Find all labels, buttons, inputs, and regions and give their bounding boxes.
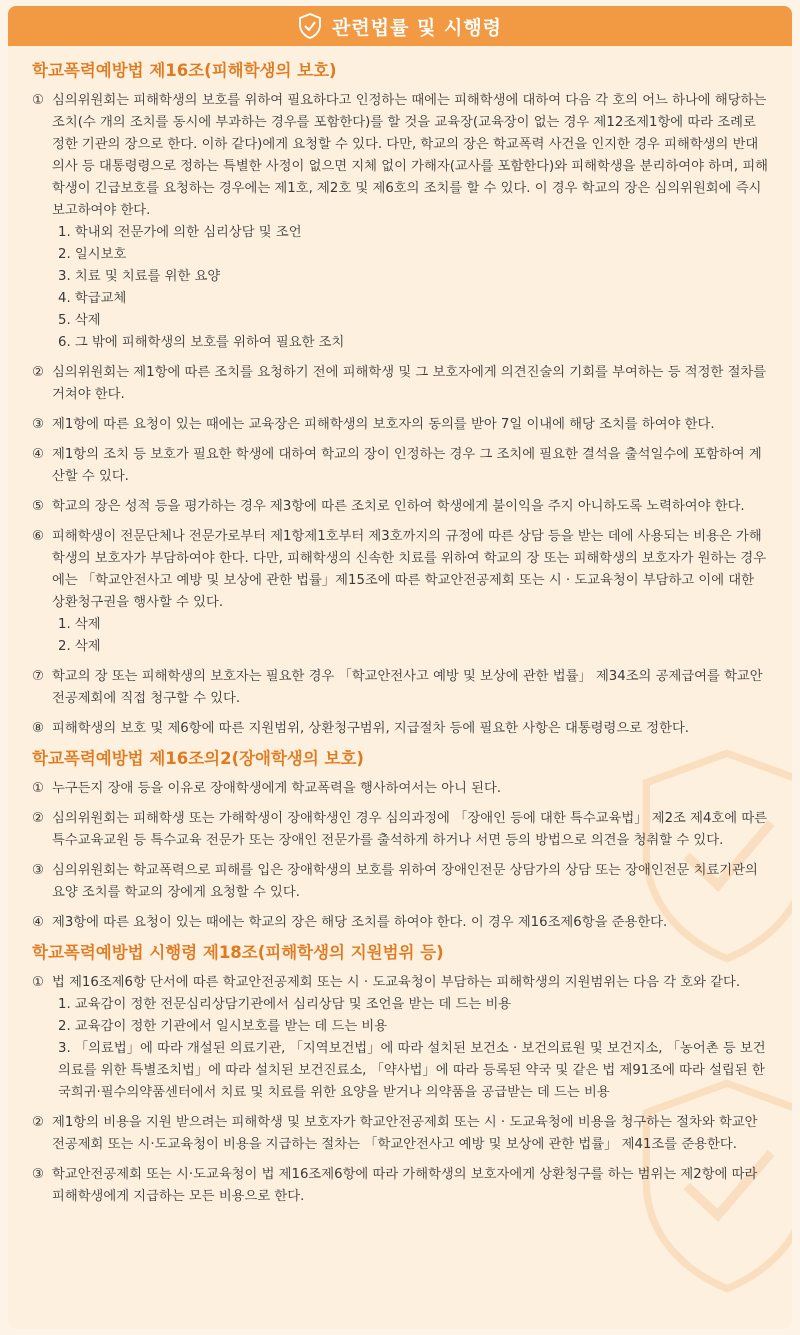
clause-body bbox=[52, 444, 770, 488]
sub-item-list bbox=[52, 222, 770, 354]
clause-item bbox=[32, 496, 770, 518]
clause-item bbox=[32, 1164, 770, 1208]
clause-number: ④ bbox=[32, 915, 44, 930]
clause-body bbox=[52, 778, 770, 800]
clause-number: ① bbox=[32, 781, 44, 796]
clause-number: ⑥ bbox=[32, 529, 44, 544]
clause-body bbox=[52, 1164, 770, 1208]
clause-body bbox=[52, 808, 770, 852]
clause-number: ② bbox=[32, 365, 44, 380]
clause-body bbox=[52, 90, 770, 354]
section-title: 학교폭력예방법 시행령 제18조(피해학생의 지원범위 등) bbox=[32, 943, 444, 962]
clause-item bbox=[32, 860, 770, 904]
sub-item-list bbox=[52, 994, 770, 1104]
clause-item bbox=[32, 526, 770, 658]
clause-body bbox=[52, 972, 770, 1104]
clause-text: 제1항의 비용을 지원 받으려는 피해학생 및 보호자가 학교안전공제회 또는 시 · 도교육청에 비용을 청구하는 절차와 학교안전공제회 또는 시·도교육청이 비용을 지급하는 절차는 「학교안전사고 예방 및 보상에 관한 법률」 제41조를 준용한다. bbox=[52, 1115, 758, 1152]
clause-item bbox=[32, 90, 770, 354]
clause-text: 학교안전공제회 또는 시·도교육청이 법 제16조제6항에 따라 가해학생의 보호자에게 상환청구를 하는 범위는 제2항에 따라 피해학생에게 지급하는 모든 비용으로 한다. bbox=[52, 1167, 758, 1204]
clause-body bbox=[52, 718, 770, 740]
clause-item bbox=[32, 362, 770, 406]
sub-item: 3. 「의료법」에 따라 개설된 의료기관, 「지역보건법」에 따라 설치된 보건소 · 보건의료원 및 보건지소, 「농어촌 등 보건의료를 위한 특별조치법」에 따라 설치된 보건진료소, 「약사법」에 따라 등록된 약국 및 같은 법 제91조에 따라 설립된 한국희귀·필수의약품센터에서 치료 및 치료를 위한 요양을 받거나 의약품을 공급받는 데 드는 비용 bbox=[58, 1041, 766, 1100]
sub-item: 2. 삭제 bbox=[58, 639, 101, 654]
sub-item: 4. 학급교체 bbox=[58, 291, 127, 306]
section-title: 학교폭력예방법 제16조의2(장애학생의 보호) bbox=[32, 749, 364, 768]
clause-text: 심의위원회는 피해학생 또는 가해학생이 장애학생인 경우 심의과정에 「장애인 등에 대한 특수교육법」 제2조 제4호에 따른 특수교육교원 등 특수교육 전문가 또는 장애인 전문가를 출석하게 하거나 서면 등의 방법으로 의견을 청취할 수 있다. bbox=[52, 811, 768, 848]
sub-item: 3. 치료 및 치료를 위한 요양 bbox=[58, 269, 221, 284]
sub-item: 5. 삭제 bbox=[58, 313, 101, 328]
clause-body bbox=[52, 414, 770, 436]
clause-item bbox=[32, 778, 770, 800]
clause-text: 누구든지 장애 등을 이유로 장애학생에게 학교폭력을 행사하여서는 아니 된다. bbox=[52, 781, 502, 796]
clause-number: ⑧ bbox=[32, 721, 44, 736]
clause-text: 심의위원회는 학교폭력으로 피해를 입은 장애학생의 보호를 위하여 장애인전문 상담가의 상담 또는 장애인전문 치료기관의 요양 조치를 학교의 장에게 요청할 수 있다. bbox=[52, 863, 758, 900]
clause-number: ⑦ bbox=[32, 669, 44, 684]
clause-number: ③ bbox=[32, 417, 44, 432]
clause-item bbox=[32, 444, 770, 488]
clause-item bbox=[32, 718, 770, 740]
clause-text: 심의위원회는 피해학생의 보호를 위하여 필요하다고 인정하는 때에는 피해학생에 대하여 다음 각 호의 어느 하나에 해당하는 조치(수 개의 조치를 동시에 부과하는 경우를 포함한다)를 할 것을 교육장(교육장이 없는 경우 제12조제1항에 따라 조례로 정한 기관의 장으로 한다. 이하 같다)에게 요청할 수 있다. 다만, 학교의 장은 학교폭력 사건을 인지한 경우 피해학생의 반대의사 등 대통령령으로 정하는 특별한 사정이 없으면 지체 없이 가해자(교사를 포함한다)와 피해학생을 분리하여야 하며, 피해학생이 긴급보호를 요청하는 경우에는 제1호, 제2호 및 제6호의 조치를 할 수 있다. 이 경우 학교의 장은 심의위원회에 즉시 보고하여야 한다. bbox=[52, 93, 769, 218]
clause-text: 학교의 장 또는 피해학생의 보호자는 필요한 경우 「학교안전사고 예방 및 보상에 관한 법률」 제34조의 공제급여를 학교안전공제회에 직접 청구할 수 있다. bbox=[52, 669, 763, 706]
clause-item bbox=[32, 414, 770, 436]
clause-number: ⑤ bbox=[32, 499, 44, 514]
clause-text: 제1항의 조치 등 보호가 필요한 학생에 대하여 학교의 장이 인정하는 경우 그 조치에 필요한 결석을 출석일수에 포함하여 계산할 수 있다. bbox=[52, 447, 762, 484]
sub-item: 2. 교육감이 정한 기관에서 일시보호를 받는 데 드는 비용 bbox=[58, 1019, 388, 1034]
panel-title: 관련법률 및 시행령 bbox=[331, 16, 503, 39]
clause-number: ① bbox=[32, 93, 44, 108]
clause-item bbox=[32, 808, 770, 852]
clause-body bbox=[52, 362, 770, 406]
clause-number: ② bbox=[32, 811, 44, 826]
clause-text: 피해학생의 보호 및 제6항에 따른 지원범위, 상환청구범위, 지급절차 등에 필요한 사항은 대통령령으로 정한다. bbox=[52, 721, 690, 736]
sub-item: 1. 삭제 bbox=[58, 617, 101, 632]
clause-item bbox=[32, 912, 770, 934]
clause-text: 법 제16조제6항 단서에 따른 학교안전공제회 또는 시 · 도교육청이 부담하는 피해학생의 지원범위는 다음 각 호와 같다. bbox=[52, 975, 741, 990]
clause-item bbox=[32, 1112, 770, 1156]
clause-text: 제1항에 따른 요청이 있는 때에는 교육장은 피해학생의 보호자의 동의를 받아 7일 이내에 해당 조치를 하여야 한다. bbox=[52, 417, 715, 432]
sub-item: 6. 그 밖에 피해학생의 보호를 위하여 필요한 조치 bbox=[58, 335, 345, 350]
clause-text: 학교의 장은 성적 등을 평가하는 경우 제3항에 따른 조치로 인하여 학생에게 불이익을 주지 아니하도록 노력하여야 한다. bbox=[52, 499, 745, 514]
panel-content bbox=[8, 46, 792, 1208]
clause-item bbox=[32, 972, 770, 1104]
sub-item: 1. 학내외 전문가에 의한 심리상담 및 조언 bbox=[58, 225, 302, 240]
panel-header bbox=[8, 6, 792, 46]
sub-item: 1. 교육감이 정한 전문심리상담기관에서 심리상담 및 조언을 받는 데 드는 비용 bbox=[58, 997, 512, 1012]
clause-body bbox=[52, 526, 770, 658]
clause-item bbox=[32, 666, 770, 710]
clause-body bbox=[52, 1112, 770, 1156]
clause-number: ① bbox=[32, 975, 44, 990]
clause-number: ④ bbox=[32, 447, 44, 462]
clause-text: 피해학생이 전문단체나 전문가로부터 제1항제1호부터 제3호까지의 규정에 따른 상담 등을 받는 데에 사용되는 비용은 가해학생의 보호자가 부담하여야 한다. 다만, 피해학생의 신속한 치료를 위하여 학교의 장 또는 피해학생의 보호자가 원하는 경우에는 「학교안전사고 예방 및 보상에 관한 법률」제15조에 따른 학교안전공제회 또는 시 · 도교육청이 부담하고 이에 대한 상환청구권을 행사할 수 있다. bbox=[52, 529, 767, 610]
law-panel bbox=[8, 6, 792, 1329]
clause-number: ② bbox=[32, 1115, 44, 1130]
clause-body bbox=[52, 912, 770, 934]
clause-body bbox=[52, 666, 770, 710]
sub-item: 2. 일시보호 bbox=[58, 247, 127, 262]
clause-text: 심의위원회는 제1항에 따른 조치를 요청하기 전에 피해학생 및 그 보호자에게 의견진술의 기회를 부여하는 등 적정한 절차를 거쳐야 한다. bbox=[52, 365, 767, 402]
clause-body bbox=[52, 860, 770, 904]
section-title: 학교폭력예방법 제16조(피해학생의 보호) bbox=[32, 61, 337, 80]
clause-number: ③ bbox=[32, 863, 44, 878]
clause-body bbox=[52, 496, 770, 518]
shield-check-icon bbox=[298, 13, 322, 39]
clause-text: 제3항에 따른 요청이 있는 때에는 학교의 장은 해당 조치를 하여야 한다. 이 경우 제16조제6항을 준용한다. bbox=[52, 915, 668, 930]
sub-item-list bbox=[52, 614, 770, 658]
clause-number: ③ bbox=[32, 1167, 44, 1182]
